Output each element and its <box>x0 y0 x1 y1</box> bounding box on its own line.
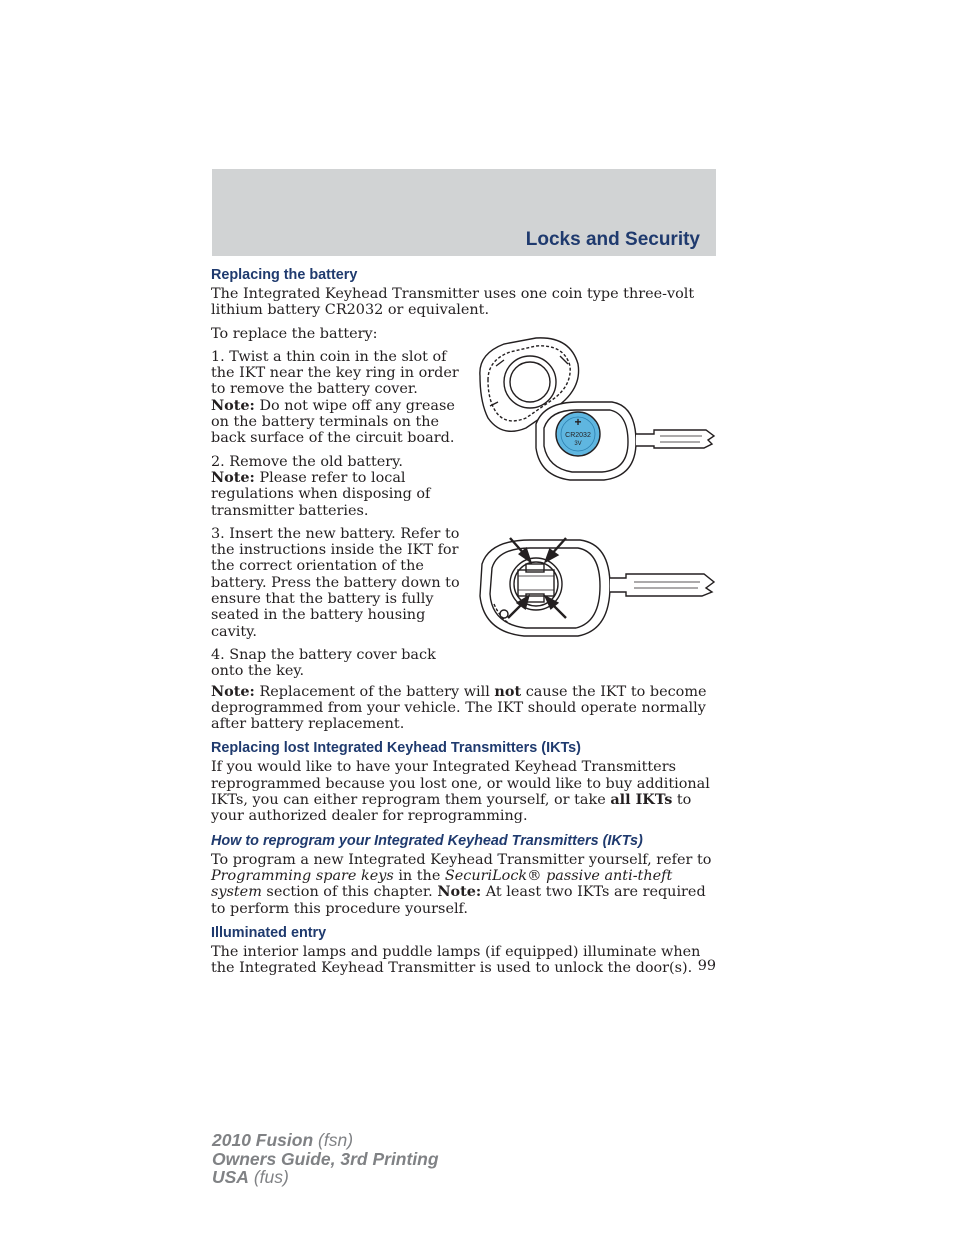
note-label: Note: <box>211 468 255 486</box>
battery-volt-label: 3V <box>574 441 582 447</box>
chapter-title: Locks and Security <box>525 229 700 250</box>
lost-text: If you would like to have your Integrated Keyhead Transmitters reprogrammed because you lost one, or would like to buy additional IKTs, you can either reprogram them yourself, or take all IKTs to your authorized dealer for reprogramming. <box>211 759 710 825</box>
document-footer <box>212 1131 439 1187</box>
footer-line-2: Owners Guide, 3rd Printing <box>212 1148 439 1169</box>
step-2: 2. Remove the old battery. Note: Please refer to local regulations when disposing of transmitter batteries. <box>211 453 431 519</box>
heading-reprogram: How to reprogram your Integrated Keyhead Transmitters (IKTs) <box>211 832 643 849</box>
step-1: 1. Twist a thin coin in the slot of the IKT near the key ring in order to remove the battery cover. Note: Do not wipe off any grease on the battery terminals on the back surface of the circuit board. <box>211 348 459 447</box>
step-4: 4. Snap the battery cover back onto the key. <box>211 646 436 680</box>
note-label: Note: <box>211 396 255 414</box>
step-3: 3. Insert the new battery. Refer to the instructions inside the IKT for the correct orientation of the battery. Press the battery down to ensure that the battery is fully seated in the battery housing cavity. <box>211 525 460 640</box>
footer-line-1: 2010 Fusion (fsn) <box>212 1130 354 1150</box>
heading-replacing-lost: Replacing lost Integrated Keyhead Transmitters (IKTs) <box>211 740 581 757</box>
battery-plus-label: + <box>574 415 582 429</box>
battery-model-label: CR2032 <box>565 432 591 439</box>
page-content <box>211 266 716 983</box>
battery-intro: The Integrated Keyhead Transmitter uses one coin type three-volt lithium battery CR2032 or equivalent. <box>211 286 695 319</box>
battery-final-note: Note: Replacement of the battery will not cause the IKT to become deprogrammed from your vehicle. The IKT should operate normally after battery replacement. <box>211 682 707 733</box>
heading-replacing-battery: Replacing the battery <box>211 267 358 283</box>
heading-illuminated-entry: Illuminated entry <box>211 924 327 941</box>
battery-lead: To replace the battery: <box>211 325 378 342</box>
chapter-header-band <box>212 169 716 256</box>
footer-line-3: USA (fus) <box>212 1167 289 1187</box>
illuminated-text: The interior lamps and puddle lamps (if equipped) illuminate when the Integrated Keyhead Transmitter is used to unlock the door(s). <box>211 943 701 977</box>
page-number: 99 <box>697 958 716 974</box>
reprogram-text: To program a new Integrated Keyhead Transmitter yourself, refer to Programming spare keys in the SecuriLock® passive anti-theft system section of this chapter. Note: At least two IKTs are required to perform this procedure yourself. <box>211 851 712 917</box>
